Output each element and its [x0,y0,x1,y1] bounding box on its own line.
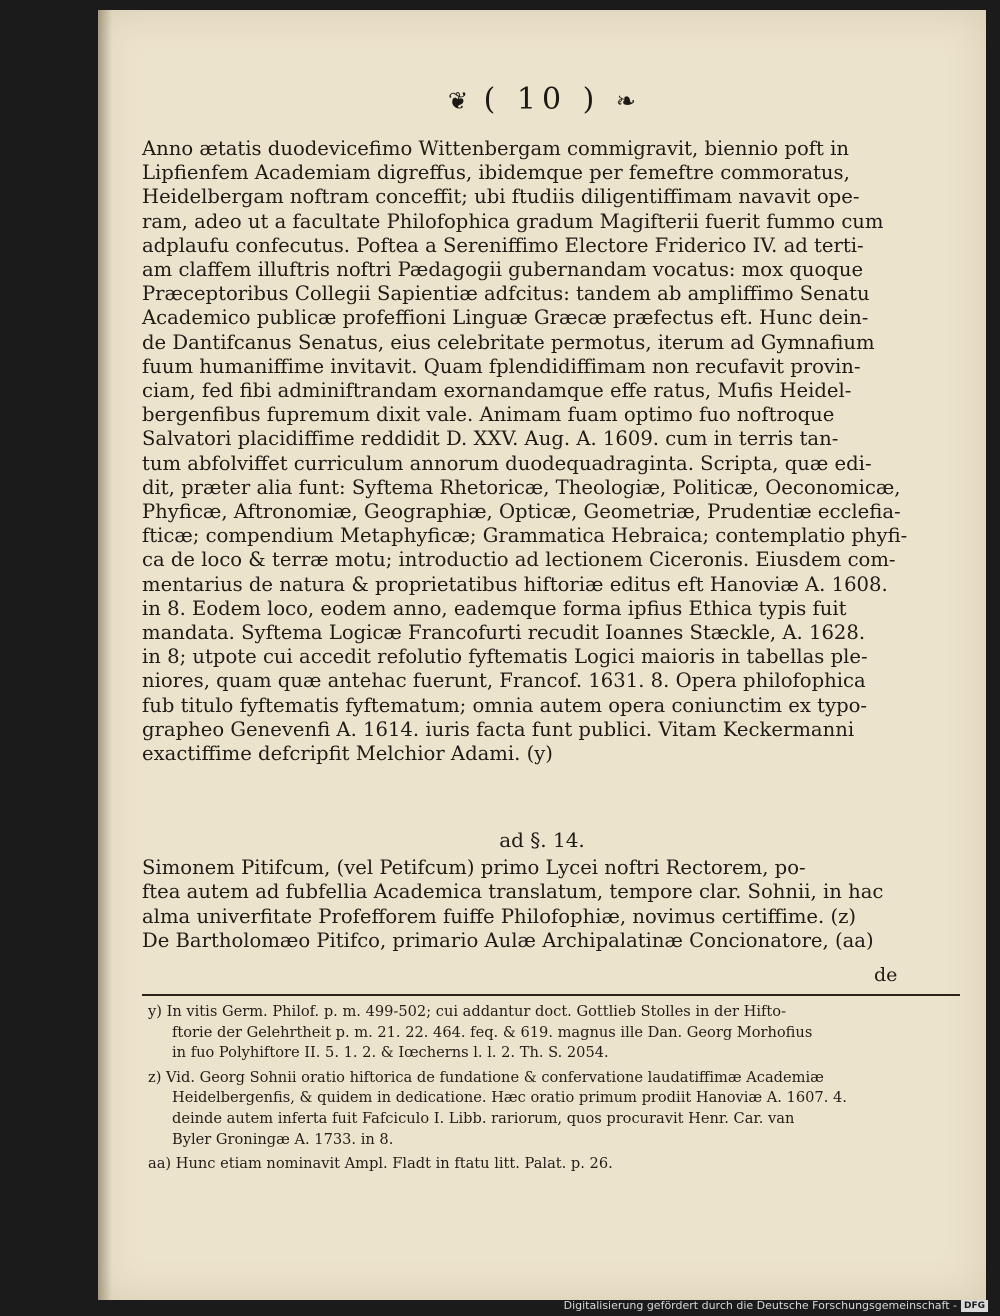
text-line: y) In vitis Germ. Philof. p. m. 499-502; cui addantur doct. Gottlieb Stolles in der Hifto- [148,1003,787,1020]
text-line: niores, quam quæ antehac fuerunt, Francof. 1631. 8. Opera philofophica [142,669,866,693]
main-paragraph [142,137,960,766]
text-line: De Bartholomæo Pitifco, primario Aulæ Archipalatinæ Concionatore, (aa) [142,929,874,953]
text-line: deinde autem inferta fuit Fafciculo I. Libb. rariorum, quos procuravit Henr. Car. van [172,1109,795,1127]
dfg-logo: DFG [961,1300,988,1312]
text-line: fub titulo fyftematis fyftematum; omnia autem opera coniunctim ex typo- [142,693,868,717]
text-line: Salvatori placidiffime reddidit D. XXV. Aug. A. 1609. cum in terris tan- [142,427,839,451]
text-line: grapheo Genevenfi A. 1614. iuris facta funt publici. Vitam Keckermanni [142,717,855,741]
text-line: Heidelbergenfis, & quidem in dedicatione. Hæc oratio primum prodiit Hanoviæ A. 1607. 4. [172,1089,847,1107]
text-line: Heidelbergam noftram conceffit; ubi ftudiis diligentiffimam navavit ope- [142,185,860,209]
catchword: de [874,964,898,986]
text-line: tum abfolviffet curriculum annorum duodequadraginta. Scripta, quæ edi- [142,451,872,475]
credit-text: Digitalisierung gefördert durch die Deutsche Forschungsgemeinschaft - [563,1299,957,1312]
section-heading: ad §. 14. [499,828,585,852]
text-line: bergenfibus fupremum dixit vale. Animam fuam optimo fuo noftroque [142,403,835,427]
footnote-y [148,1002,968,1064]
text-line: Phyficæ, Aftronomiæ, Geographiæ, Opticæ, Geometriæ, Prudentiæ ecclefia- [142,500,901,524]
text-line: Simonem Pitifcum, (vel Petifcum) primo Lycei noftri Rectorem, po- [142,856,806,879]
text-line: ram, adeo ut a facultate Philofophica gradum Magifterii fuerit fummo cum [142,209,884,233]
text-line: fticæ; compendium Metaphyficæ; Grammatica Hebraica; contemplatio phyfi- [142,524,908,548]
text-line: Academico publicæ profeffioni Linguæ Græcæ præfectus eft. Hunc dein- [142,306,869,330]
text-line: Lipfienfem Academiam digreffus, ibidemque per femeftre commoratus, [142,161,850,185]
footnote-z [148,1068,968,1150]
text-line: de Dantifcanus Senatus, eius celebritate permotus, iterum ad Gymnafium [142,330,875,354]
ornament-left-icon: ❦ [448,87,469,115]
text-line: ciam, fed fibi adminiftrandam exornandamque effe ratus, Mufis Heidel- [142,379,852,403]
footnote-aa [148,1154,968,1175]
text-line: aa) Hunc etiam nominavit Ampl. Fladt in ftatu litt. Palat. p. 26. [148,1155,613,1173]
text-line: adplaufu confecutus. Poftea a Sereniffimo Electore Friderico IV. ad terti- [142,233,864,257]
ornament-right-icon: ❧ [615,87,636,115]
text-line: dit, præter alia funt: Syftema Rhetoricæ, Theologiæ, Politicæ, Oeconomicæ, [142,475,901,499]
footnote-rule [142,994,960,996]
text-line: mentarius de natura & proprietatibus hiftoriæ editus eft Hanoviæ A. 1608. [142,572,888,596]
text-line: Anno ætatis duodevicefimo Wittenbergam commigravit, biennio poft in [142,137,850,160]
page-content [98,10,986,1300]
text-line: exactiffime defcripfit Melchior Adami. (y) [142,742,553,766]
text-line: ftorie der Gelehrtheit p. m. 21. 22. 464. feq. & 619. magnus ille Dan. Georg Morhofius [172,1023,813,1041]
text-line: am claffem illuftris noftri Pædagogii gubernandam vocatus: mox quoque [142,258,864,282]
text-line: Byler Groningæ A. 1733. in 8. [172,1130,394,1148]
text-line: alma univerfitate Profefforem fuiffe Philofophiæ, novimus certiffime. (z) [142,904,857,928]
section-paragraph [142,856,960,954]
text-line: z) Vid. Georg Sohnii oratio hiftorica de fundatione & confervatione laudatiffimæ Academiæ [148,1068,824,1086]
footnotes [148,1002,968,1179]
text-line: fuum humaniffime invitavit. Quam fplendidiffimam non recufavit provin- [142,354,861,378]
text-line: ca de loco & terræ motu; introductio ad lectionem Ciceronis. Eiusdem com- [142,548,896,572]
text-line: mandata. Syftema Logicæ Francofurti recudit Ioannes Stæckle, A. 1628. [142,621,866,645]
text-line: in 8; utpote cui accedit refolutio fyftematis Logici maioris in tabellas ple- [142,645,868,669]
page-number: ( 10 ) [483,82,601,117]
digitization-credit [564,1299,988,1312]
text-line: in 8. Eodem loco, eodem anno, eademque forma ipfius Ethica typis fuit [142,596,847,620]
text-line: ftea autem ad fubfellia Academica translatum, tempore clar. Sohnii, in hac [142,880,884,904]
text-line: Præceptoribus Collegii Sapientiæ adfcitus: tandem ab ampliffimo Senatu [142,282,870,306]
text-line: in fuo Polyhiftore II. 5. 1. 2. & Iœcherns l. l. 2. Th. S. 2054. [172,1044,609,1062]
page-header [98,82,986,117]
